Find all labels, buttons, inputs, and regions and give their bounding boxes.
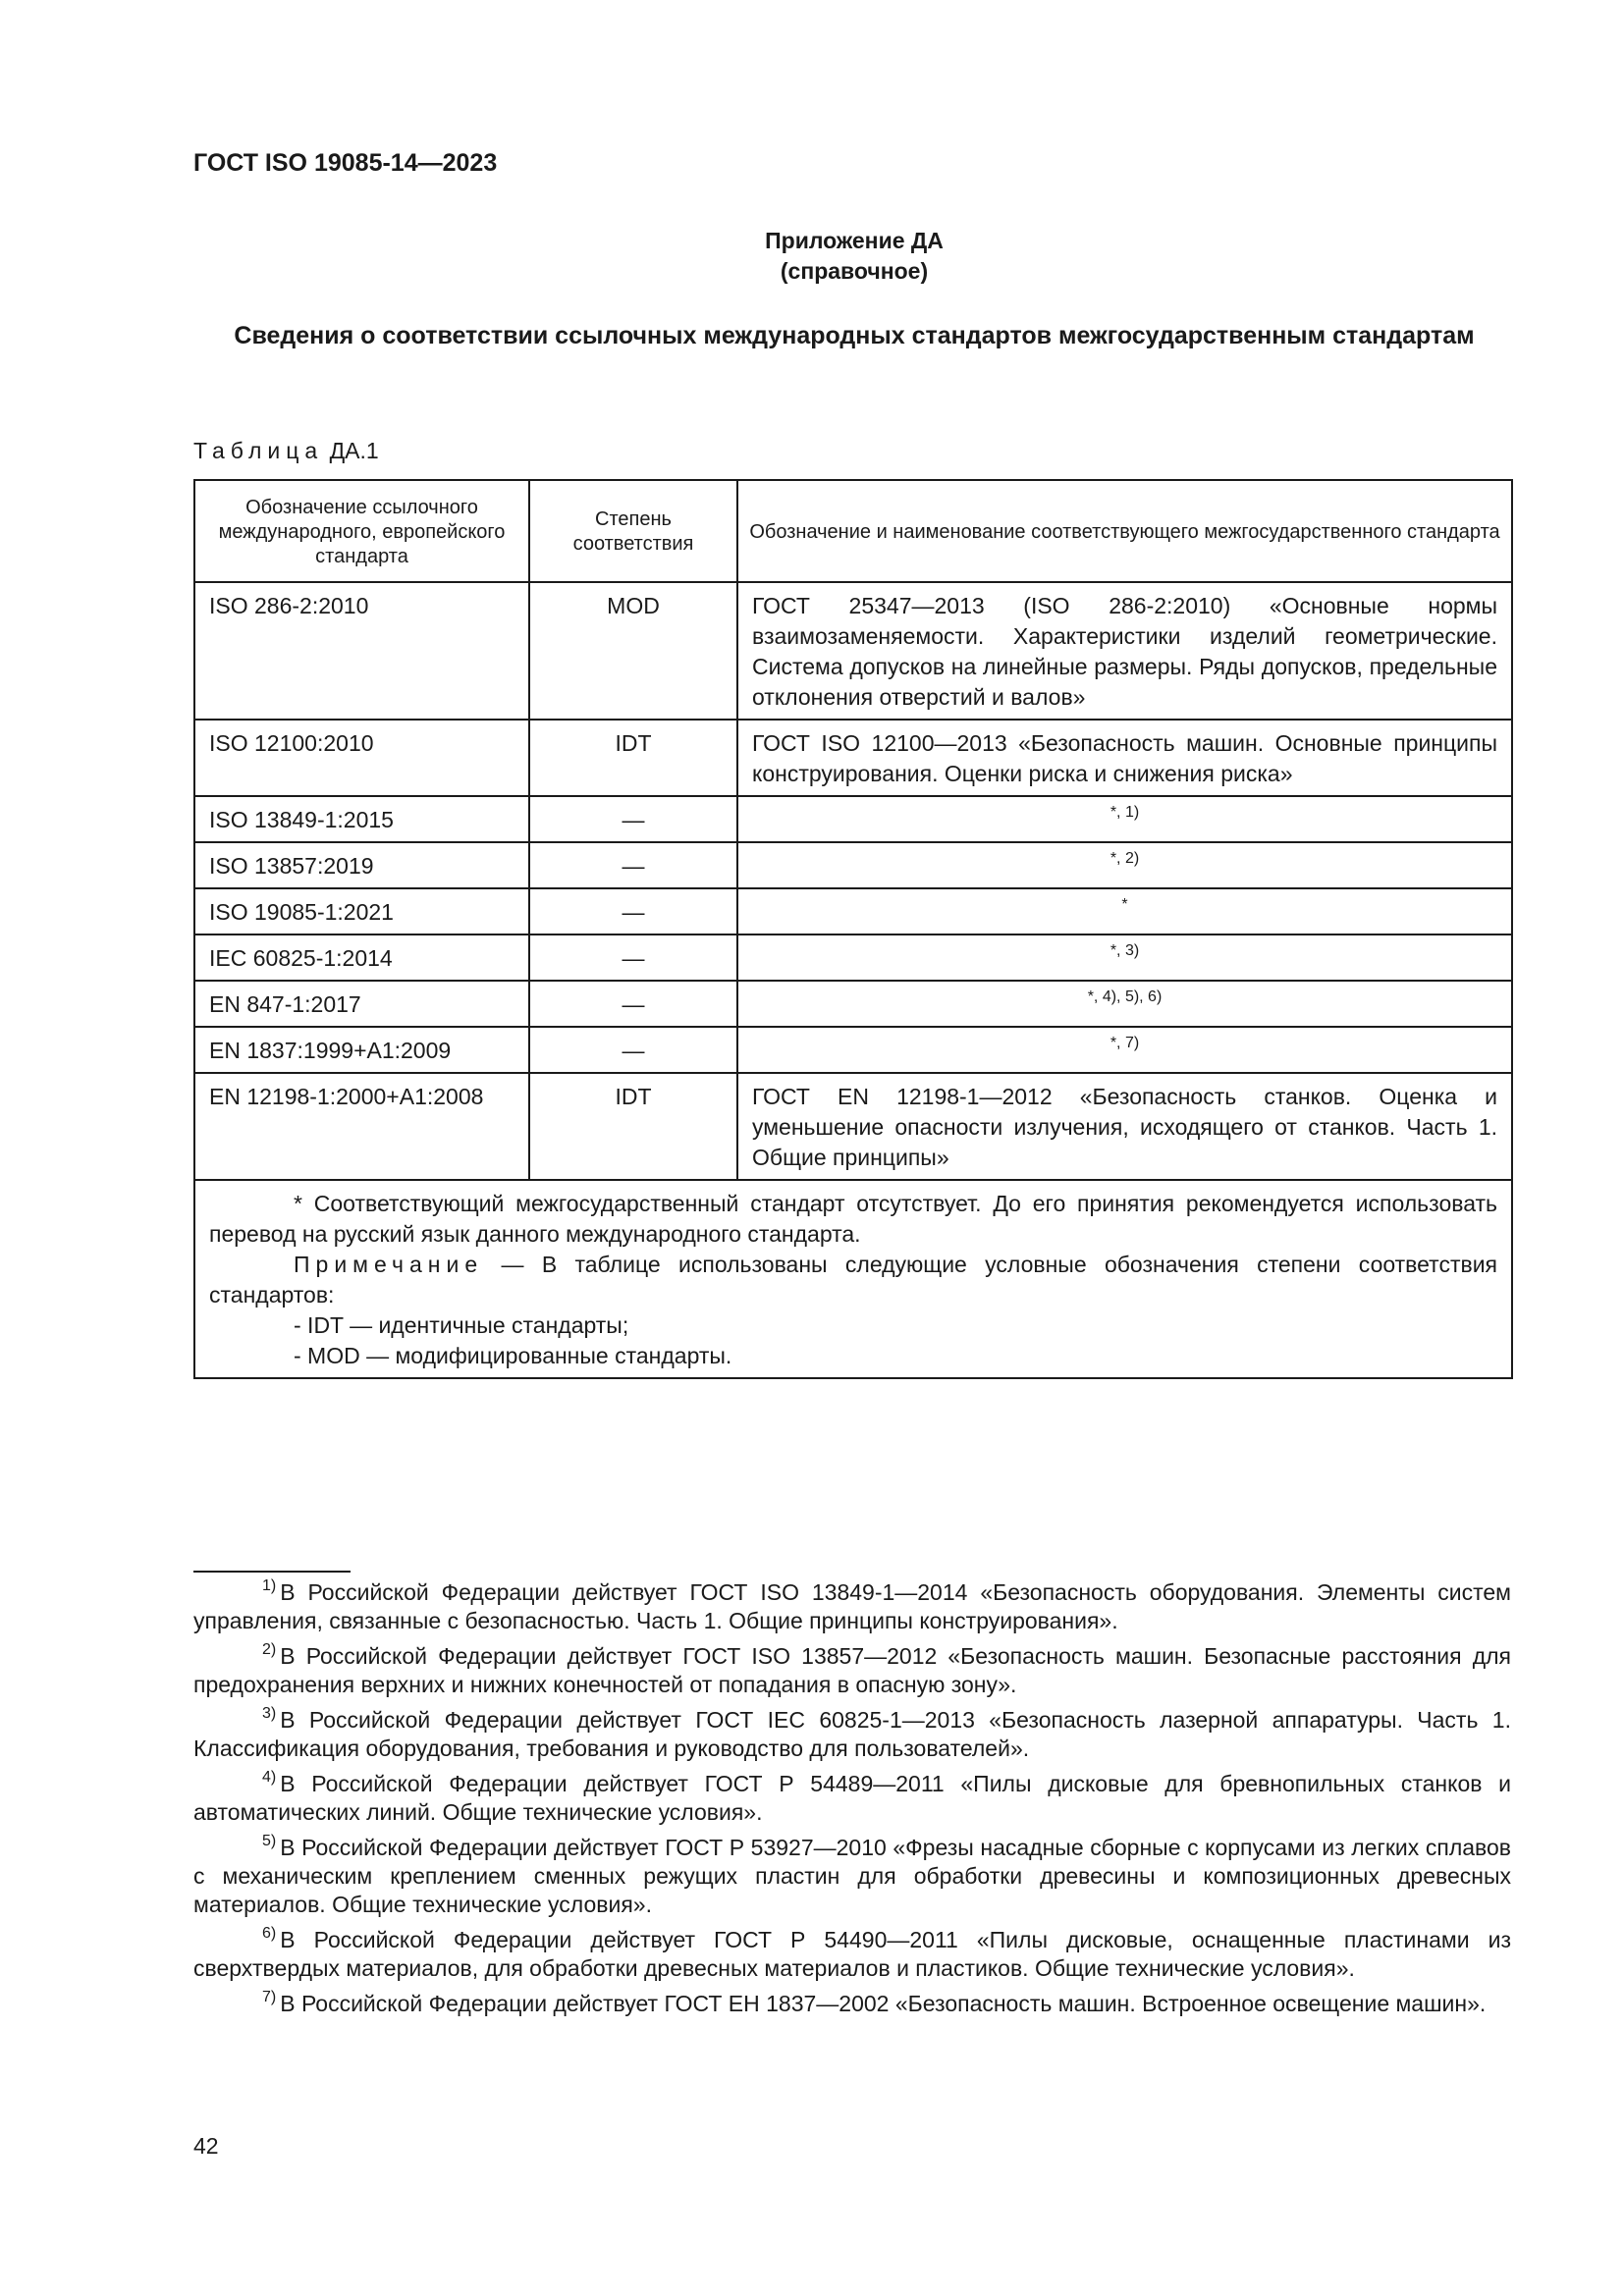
reference-standard: IEC 60825-1:2014 — [194, 934, 529, 981]
national-standard: ГОСТ 25347—2013 (ISO 286-2:2010) «Основные нормы взаимозаменяемости. Характеристики изделий геометрические. Система допусков на линейные размеры. Ряды допусков, предельные отклонения отверстий и валов» — [737, 582, 1512, 720]
reference-standard: ISO 13857:2019 — [194, 842, 529, 888]
header-degree: Степень соответствия — [529, 480, 737, 582]
footnote-mark: 7) — [262, 1989, 277, 2005]
national-standard: *, 1) — [737, 796, 1512, 842]
note-label: Примечание — [294, 1252, 484, 1277]
footnote — [193, 1770, 1511, 1827]
table-row — [194, 796, 1512, 842]
reference-standard: ISO 13849-1:2015 — [194, 796, 529, 842]
table-caption-word: Таблица — [193, 438, 324, 463]
footnote-mark: 4) — [262, 1769, 277, 1786]
note-item: - IDT — идентичные стандарты; — [294, 1312, 629, 1338]
footnote-mark: 6) — [262, 1925, 277, 1942]
degree-of-correspondence: — — [529, 1027, 737, 1073]
table-caption-number: ДА.1 — [329, 438, 379, 463]
footnote — [193, 1834, 1511, 1919]
footnote — [193, 1578, 1511, 1635]
table-row — [194, 981, 1512, 1027]
degree-of-correspondence: MOD — [529, 582, 737, 720]
star-note — [209, 1189, 1497, 1250]
reference-standard: EN 1837:1999+A1:2009 — [194, 1027, 529, 1073]
table-row — [194, 582, 1512, 720]
footnote — [193, 1926, 1511, 1983]
degree-of-correspondence: IDT — [529, 720, 737, 796]
table-row — [194, 1027, 1512, 1073]
footnote-text: В Российской Федерации действует ГОСТ Р 53927—2010 «Фрезы насадные сборные с корпусами из легких сплавов с механическим креплением сменных режущих пластин для обработки древесины и композиционных древесных материалов. Общие технические условия». — [193, 1835, 1511, 1917]
footnote — [193, 1990, 1511, 2018]
reference-standard: EN 12198-1:2000+A1:2008 — [194, 1073, 529, 1180]
table-header-row — [194, 480, 1512, 582]
footnote-mark: 1) — [262, 1577, 277, 1594]
national-standard: ГОСТ EN 12198-1—2012 «Безопасность станков. Оценка и уменьшение опасности излучения, исходящего от станков. Часть 1. Общие принципы» — [737, 1073, 1512, 1180]
note-item: - MOD — модифицированные стандарты. — [294, 1343, 732, 1368]
degree-of-correspondence: — — [529, 981, 737, 1027]
annex-label: Приложение ДА — [765, 228, 944, 253]
table-row — [194, 720, 1512, 796]
standards-table — [193, 479, 1513, 1379]
annex-heading — [0, 226, 1624, 287]
reference-standard: ISO 12100:2010 — [194, 720, 529, 796]
degree-of-correspondence: — — [529, 888, 737, 934]
degree-of-correspondence: IDT — [529, 1073, 737, 1180]
footnote-text: В Российской Федерации действует ГОСТ ISO 13849-1—2014 «Безопасность оборудования. Элементы систем управления, связанные с безопасностью. Часть 1. Общие принципы конструирования». — [193, 1579, 1511, 1633]
table-row — [194, 934, 1512, 981]
table-row — [194, 842, 1512, 888]
national-standard: *, 4), 5), 6) — [737, 981, 1512, 1027]
table-caption — [193, 438, 379, 464]
footnote-separator — [193, 1571, 351, 1573]
annex-title: Сведения о соответствии ссылочных международных стандартов межгосударственным стандартам — [234, 322, 1475, 349]
degree-of-correspondence: — — [529, 842, 737, 888]
table-note — [194, 1180, 1512, 1378]
footnote-mark: 5) — [262, 1833, 277, 1849]
page-number: 42 — [193, 2133, 219, 2159]
note-paragraph — [209, 1250, 1497, 1310]
reference-standard: EN 847-1:2017 — [194, 981, 529, 1027]
header-national-standard: Обозначение и наименование соответствующего межгосударственного стандарта — [737, 480, 1512, 582]
degree-of-correspondence: — — [529, 934, 737, 981]
footnotes — [193, 1578, 1511, 2025]
national-standard: *, 3) — [737, 934, 1512, 981]
star-note-text: * Соответствующий межгосударственный стандарт отсутствует. До его принятия рекомендуется использовать перевод на русский язык данного международного стандарта. — [209, 1191, 1497, 1247]
footnote — [193, 1706, 1511, 1763]
document-code: ГОСТ ISO 19085-14—2023 — [193, 149, 498, 177]
table-row — [194, 888, 1512, 934]
reference-standard: ISO 19085-1:2021 — [194, 888, 529, 934]
footnote-text: В Российской Федерации действует ГОСТ IEC 60825-1—2013 «Безопасность лазерной аппаратуры. Часть 1. Классификация оборудования, требования и руководство для пользователей». — [193, 1707, 1511, 1761]
footnote-mark: 2) — [262, 1641, 277, 1658]
footnote-mark: 3) — [262, 1705, 277, 1722]
annex-type: (справочное) — [780, 258, 929, 284]
header-reference-standard: Обозначение ссылочного международного, европейского стандарта — [194, 480, 529, 582]
note-text: — В таблице использованы следующие условные обозначения степени соответствия стандартов: — [209, 1252, 1497, 1308]
national-standard: * — [737, 888, 1512, 934]
footnote-text: В Российской Федерации действует ГОСТ Р 54490—2011 «Пилы дисковые, оснащенные пластинами из сверхтвердых материалов, для обработки древесных материалов и пластиков. Общие технические условия». — [193, 1927, 1511, 1981]
footnote-text: В Российской Федерации действует ГОСТ ISO 13857—2012 «Безопасность машин. Безопасные расстояния для предохранения верхних и нижних конечностей от попадания в опасную зону». — [193, 1643, 1511, 1697]
degree-of-correspondence: — — [529, 796, 737, 842]
table-note-row — [194, 1180, 1512, 1378]
footnote-text: В Российской Федерации действует ГОСТ ЕН 1837—2002 «Безопасность машин. Встроенное освещение машин». — [280, 1991, 1487, 2016]
national-standard: ГОСТ ISO 12100—2013 «Безопасность машин. Основные принципы конструирования. Оценки риска и снижения риска» — [737, 720, 1512, 796]
national-standard: *, 7) — [737, 1027, 1512, 1073]
footnote-text: В Российской Федерации действует ГОСТ Р 54489—2011 «Пилы дисковые для бревнопильных станков и автоматических линий. Общие технические условия». — [193, 1771, 1511, 1825]
reference-standard: ISO 286-2:2010 — [194, 582, 529, 720]
national-standard: *, 2) — [737, 842, 1512, 888]
footnote — [193, 1642, 1511, 1699]
table-row — [194, 1073, 1512, 1180]
